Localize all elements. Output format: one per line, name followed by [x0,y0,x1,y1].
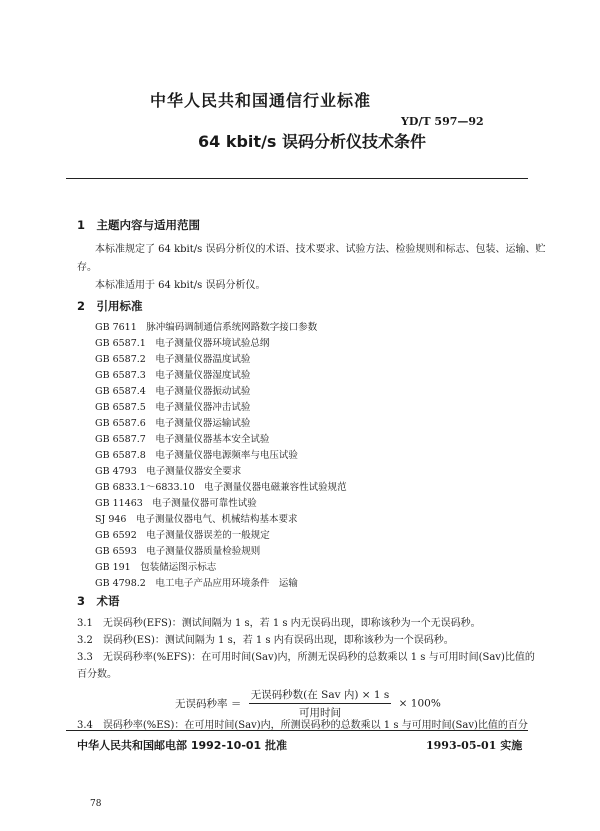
term-3-3-line-2: 百分数。 [77,669,117,680]
reference-item: GB 6833.1～6833.10 电子测量仪器电磁兼容性试验规范 [95,482,347,493]
reference-item: GB 6587.8 电子测量仪器电源频率与电压试验 [95,450,298,461]
section-2-heading: 2 引用标准 [77,299,143,313]
reference-item: GB 6587.2 电子测量仪器温度试验 [95,354,251,365]
reference-item: GB 4798.2 电工电子产品应用环境条件 运输 [95,578,298,589]
formula-rhs: × 100% [398,697,441,710]
reference-item: GB 191 包装储运图示标志 [95,562,217,573]
section-1-para-1-line-2: 存。 [77,262,97,273]
reference-item: SJ 946 电子测量仪器电气、机械结构基本要求 [95,514,298,525]
section-3-heading: 3 术语 [77,594,120,608]
formula-lhs: 无误码秒率 ＝ [175,698,242,710]
implementation-date: 1993-05-01 实施 [426,739,523,752]
document-title: 64 kbit/s 误码分析仪技术条件 [198,132,427,151]
reference-item: GB 6587.5 电子测量仪器冲击试验 [95,402,251,413]
term-3-4: 3.4 误码秒率(%ES)：在可用时间(Sav)内，所测误码秒的总数乘以 1 s 与可用时间(Sav)比值的百分 [77,720,528,731]
term-3-3-line-1: 3.3 无误码秒率(%EFS)：在可用时间(Sav)内，所测无误码秒的总数乘以 1 s 与可用时间(Sav)比值的 [77,652,535,663]
section-1-heading: 1 主题内容与适用范围 [77,218,201,232]
reference-item: GB 6587.4 电子测量仪器振动试验 [95,386,251,397]
reference-item: GB 6587.7 电子测量仪器基本安全试验 [95,434,270,445]
reference-item: GB 6587.1 电子测量仪器环境试验总纲 [95,338,270,349]
term-3-2: 3.2 误码秒(ES)：测试间隔为 1 s，若 1 s 内有误码出现，即称该秒为一个误码秒。 [77,635,454,646]
section-1-para-1-line-1: 本标准规定了 64 kbit/s 误码分析仪的术语、技术要求、试验方法、检验规则和标志、包装、运输、贮 [95,244,546,255]
header-divider [66,178,528,179]
approval-line: 中华人民共和国邮电部 1992-10-01 批准 [77,739,288,752]
reference-item: GB 6592 电子测量仪器误差的一般规定 [95,530,270,541]
page-number: 78 [90,799,102,809]
reference-item: GB 11463 电子测量仪器可靠性试验 [95,498,257,509]
formula-numerator: 无误码秒数(在 Sav 内) × 1 s [249,687,392,704]
section-1-para-2: 本标准适用于 64 kbit/s 误码分析仪。 [95,280,266,291]
standard-category-title: 中华人民共和国通信行业标准 [150,91,372,110]
reference-item: GB 4793 电子测量仪器安全要求 [95,466,242,477]
formula-denominator: 可用时间 [299,707,341,719]
footer-divider [66,730,528,731]
reference-item: GB 6587.3 电子测量仪器湿度试验 [95,370,251,381]
reference-item: GB 6593 电子测量仪器质量检验规则 [95,546,261,557]
reference-item: GB 7611 脉冲编码调制通信系统网路数字接口参数 [95,322,318,333]
standard-number: YD/T 597—92 [401,115,484,128]
term-3-1: 3.1 无误码秒(EFS)：测试间隔为 1 s，若 1 s 内无误码出现，即称该秒为一个无误码秒。 [77,618,481,629]
reference-item: GB 6587.6 电子测量仪器运输试验 [95,418,251,429]
